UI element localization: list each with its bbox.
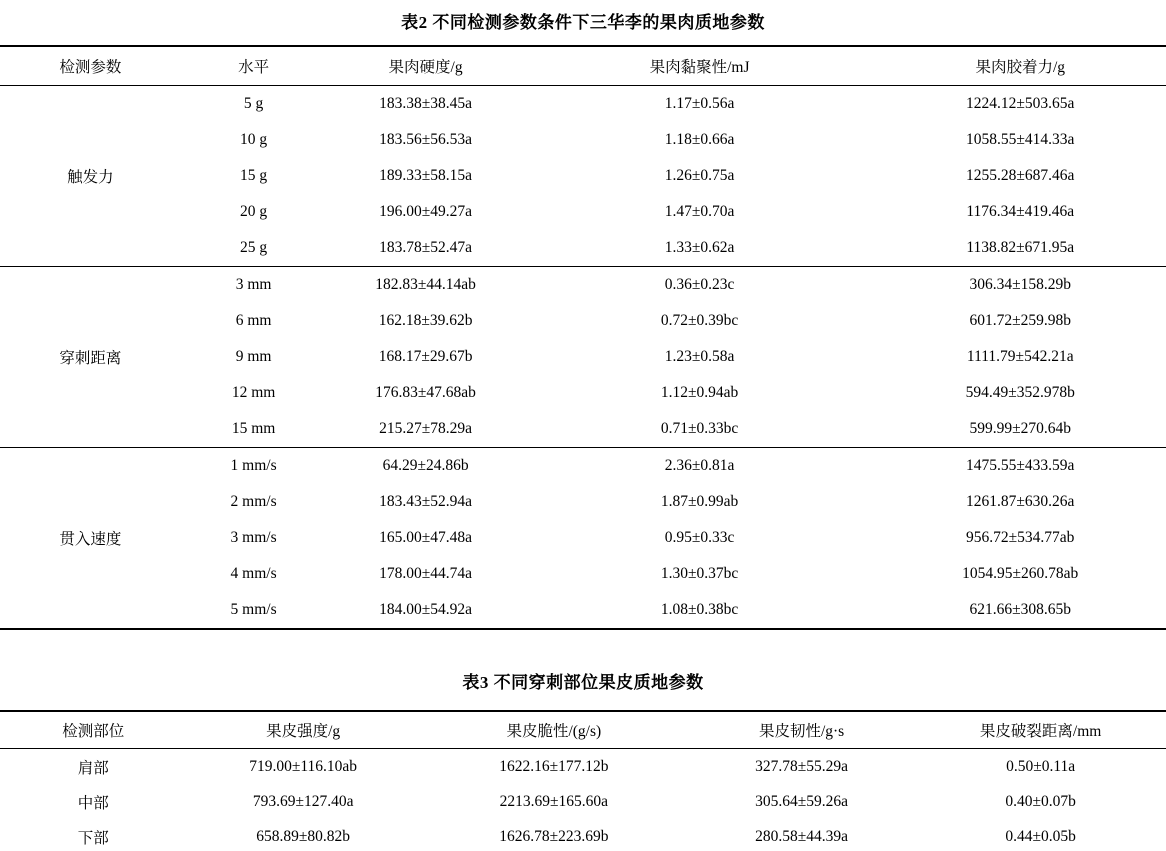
hardness-cell: 162.18±39.62b [378,312,473,329]
level-cell: 12 mm [231,384,276,401]
table3-body [0,749,1166,851]
table2-header [0,46,1166,86]
table3-title: 表3 不同穿刺部位果皮质地参数 [462,672,704,692]
table3-peel-texture [0,710,1166,851]
column-header: 水平 [181,46,327,86]
parameter-cell: 贯入速度 [0,448,181,630]
part-cell: 肩部 [77,759,109,777]
cohesiveness-cell: 1.26±0.75a [664,167,735,184]
gumminess-cell: 1475.55±433.59a [874,448,1166,485]
hardness-cell: 215.27±78.29a [379,420,473,437]
gumminess-cell: 1111.79±542.21a [966,348,1074,365]
gumminess-cell: 1261.87±630.26a [966,493,1075,510]
gumminess-cell: 1138.82±671.95a [966,239,1075,256]
toughness-cell: 280.58±44.39a [755,827,849,845]
hardness-cell: 189.33±58.15a [379,167,473,184]
part-cell: 下部 [77,829,109,847]
hardness-cell: 183.38±38.45a [379,95,473,112]
cohesiveness-cell: 1.33±0.62a [664,239,735,256]
hardness-cell: 183.43±52.94a [379,493,473,510]
column-header: 检测参数 [0,46,181,86]
brittleness-cell: 2213.69±165.60a [499,792,609,810]
cohesiveness-cell: 2.36±0.81a [525,448,875,485]
rupture-distance-cell: 0.44±0.05b [1005,827,1076,845]
cohesiveness-cell: 0.71±0.33bc [660,420,739,437]
gumminess-cell: 1255.28±687.46a [966,167,1075,184]
table-row [0,784,1166,819]
toughness-cell: 305.64±59.26a [755,792,849,810]
brittleness-cell: 1626.78±223.69b [499,827,609,845]
table2-flesh-texture [0,45,1166,630]
level-cell: 10 g [240,131,268,148]
level-cell: 3 mm/s [230,529,277,546]
gumminess-cell: 1058.55±414.33a [966,131,1075,148]
column-header: 果皮破裂距离/mm [915,711,1166,749]
hardness-cell: 184.00±54.92a [379,601,473,618]
table-row [0,749,1166,785]
level-cell: 15 mm [231,420,276,437]
hardness-cell: 178.00±44.74a [379,565,473,582]
cohesiveness-cell: 0.95±0.33c [664,529,735,546]
column-header: 果皮脆性/(g/s) [420,711,688,749]
column-header: 果肉硬度/g [326,46,524,86]
level-cell: 15 g [240,167,268,184]
brittleness-cell: 1622.16±177.12b [499,757,609,775]
hardness-cell: 196.00±49.27a [379,203,473,220]
parameter-cell: 触发力 [67,169,114,186]
cohesiveness-cell: 0.72±0.39bc [660,312,739,329]
gumminess-cell: 621.66±308.65b [969,601,1071,618]
level-cell: 2 mm/s [230,493,277,510]
cohesiveness-cell: 1.18±0.66a [664,131,735,148]
gumminess-cell: 1054.95±260.78ab [962,565,1079,582]
hardness-cell: 168.17±29.67b [378,348,473,365]
level-cell: 9 mm [235,348,272,365]
rupture-distance-cell: 0.40±0.07b [1005,792,1076,810]
toughness-cell: 327.78±55.29a [755,757,849,775]
cohesiveness-cell: 1.30±0.37bc [660,565,739,582]
table-row [0,448,1166,485]
hardness-cell: 165.00±47.48a [379,529,473,546]
table2-header-row [0,46,1166,86]
table2-title: 表2 不同检测参数条件下三华李的果肉质地参数 [401,13,765,32]
cohesiveness-cell: 1.17±0.56a [664,95,735,112]
column-header: 果皮强度/g [187,711,420,749]
level-cell: 1 mm/s [181,448,327,485]
table-row [0,86,1166,123]
strength-cell: 719.00±116.10ab [249,757,358,775]
table-row [0,267,1166,304]
level-cell: 5 mm/s [230,601,277,618]
gumminess-cell: 599.99±270.64b [969,420,1071,437]
hardness-cell: 183.56±56.53a [379,131,473,148]
hardness-cell: 176.83±47.68ab [375,384,476,401]
column-header: 果皮韧性/g·s [688,711,915,749]
strength-cell: 658.89±80.82b [256,827,351,845]
hardness-cell: 183.78±52.47a [379,239,473,256]
table3-header [0,711,1166,749]
level-cell: 5 g [243,95,264,112]
column-header: 检测部位 [0,711,187,749]
level-cell: 6 mm [235,312,272,329]
hardness-cell: 64.29±24.86b [326,448,524,485]
gumminess-cell: 601.72±259.98b [969,312,1071,329]
cohesiveness-cell: 1.12±0.94ab [660,384,739,401]
cohesiveness-cell: 1.87±0.99ab [660,493,739,510]
cohesiveness-cell: 0.36±0.23c [525,267,875,304]
part-cell: 中部 [77,794,109,812]
level-cell: 20 g [240,203,268,220]
gumminess-cell: 1224.12±503.65a [966,95,1075,112]
strength-cell: 793.69±127.40a [252,792,354,810]
table3-header-row [0,711,1166,749]
hardness-cell: 182.83±44.14ab [326,267,524,304]
level-cell: 3 mm [181,267,327,304]
gumminess-cell: 594.49±352.978b [965,384,1075,401]
column-header: 果肉胶着力/g [874,46,1166,86]
cohesiveness-cell: 1.47±0.70a [664,203,735,220]
cohesiveness-cell: 1.08±0.38bc [660,601,739,618]
gumminess-cell: 306.34±158.29b [874,267,1166,304]
parameter-cell: 穿刺距离 [0,267,181,448]
gumminess-cell: 956.72±534.77ab [966,529,1075,546]
level-cell: 25 g [240,239,268,256]
level-cell: 4 mm/s [230,565,277,582]
cohesiveness-cell: 1.23±0.58a [664,348,735,365]
table-row [0,819,1166,851]
table2-body [0,86,1166,630]
rupture-distance-cell: 0.50±0.11a [1006,757,1076,775]
column-header: 果肉黏聚性/mJ [525,46,875,86]
gumminess-cell: 1176.34±419.46a [966,203,1075,220]
